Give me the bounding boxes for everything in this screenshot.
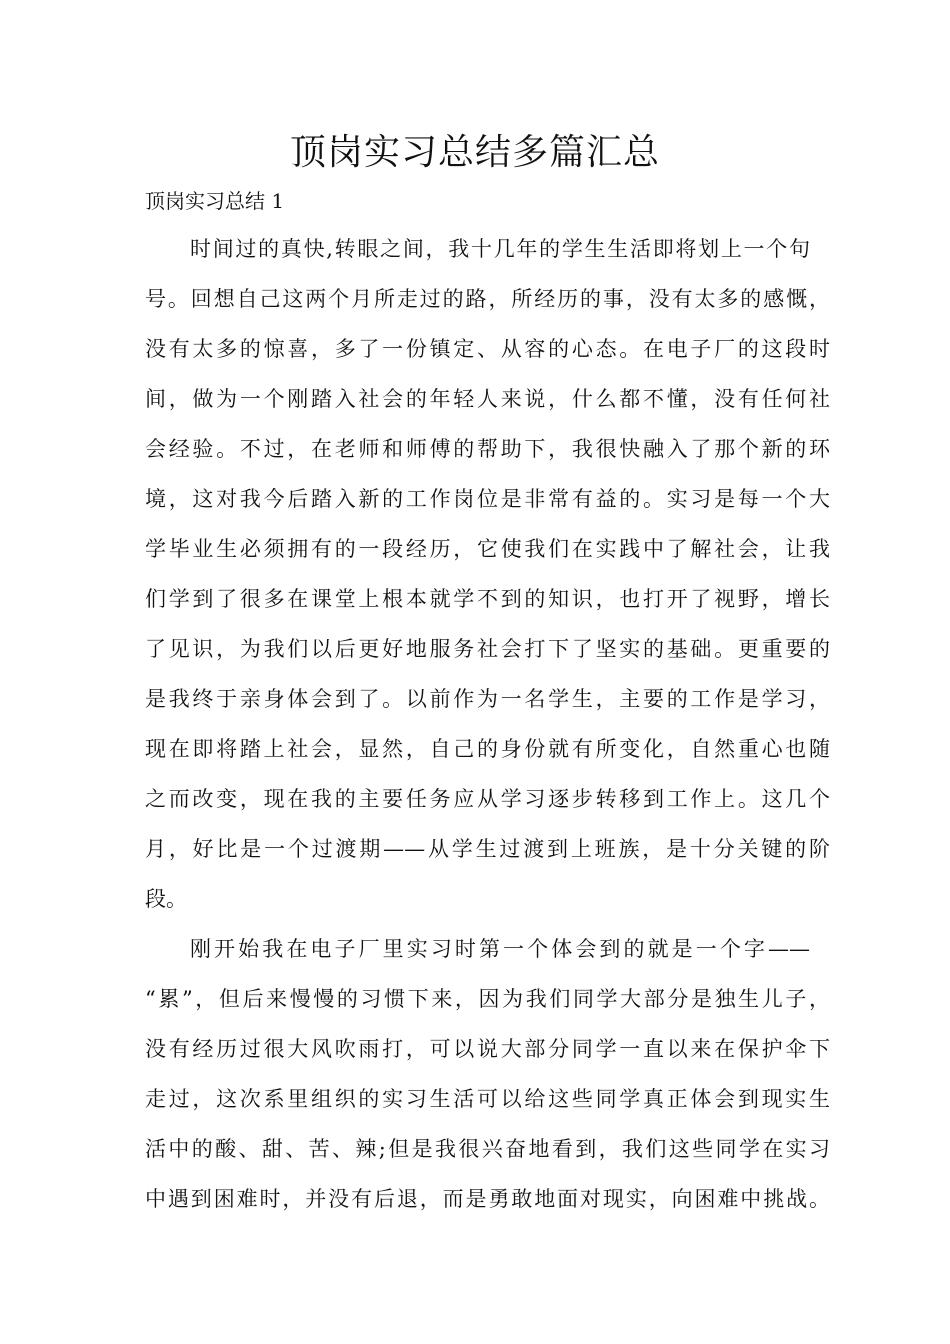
- paragraph-line: 学毕业生必须拥有的一段经历，它使我们在实践中了解社会，让我: [145, 537, 830, 561]
- document-title: 顶岗实习总结多篇汇总: [289, 132, 660, 173]
- paragraph-line: 没有太多的惊喜，多了一份镇定、从容的心态。在电子厂的这段时: [145, 337, 830, 361]
- paragraph-line: 间，做为一个刚踏入社会的年轻人来说，什么都不懂，没有任何社: [145, 387, 830, 411]
- paragraph-line: 走过，这次系里组织的实习生活可以给这些同学真正体会到现实生: [145, 1087, 830, 1111]
- section-heading: 顶岗实习总结 1: [145, 189, 285, 213]
- paragraph-line: 了见识，为我们以后更好地服务社会打下了坚实的基础。更重要的: [145, 637, 830, 661]
- paragraph-line: 中遇到困难时，并没有后退，而是勇敢地面对现实，向困难中挑战。: [145, 1187, 830, 1211]
- paragraph-line: 时间过的真快,转眼之间，我十几年的学生生活即将划上一个句: [190, 237, 810, 261]
- paragraph-line: 活中的酸、甜、苦、辣;但是我很兴奋地看到，我们这些同学在实习: [145, 1137, 830, 1161]
- paragraph-line: 现在即将踏上社会，显然，自己的身份就有所变化，自然重心也随: [145, 737, 830, 761]
- paragraph-line: 之而改变，现在我的主要任务应从学习逐步转移到工作上。这几个: [145, 787, 830, 811]
- paragraph-line: 没有经历过很大风吹雨打，可以说大部分同学一直以来在保护伞下: [145, 1037, 830, 1061]
- paragraph-line: 是我终于亲身体会到了。以前作为一名学生，主要的工作是学习，: [145, 687, 830, 711]
- paragraph-line: “累”，但后来慢慢的习惯下来，因为我们同学大部分是独生儿子，: [145, 987, 830, 1011]
- paragraph-line: 刚开始我在电子厂里实习时第一个体会到的就是一个字——: [190, 937, 810, 961]
- paragraph-line: 会经验。不过，在老师和师傅的帮助下，我很快融入了那个新的环: [145, 437, 830, 461]
- paragraph-line: 境，这对我今后踏入新的工作岗位是非常有益的。实习是每一个大: [145, 487, 830, 511]
- paragraph-line: 月，好比是一个过渡期——从学生过渡到上班族，是十分关键的阶: [145, 837, 830, 861]
- paragraph-line: 段。: [145, 887, 187, 911]
- paragraph-line: 们学到了很多在课堂上根本就学不到的知识，也打开了视野，增长: [145, 587, 830, 611]
- paragraph-line: 号。回想自己这两个月所走过的路，所经历的事，没有太多的感慨，: [145, 287, 830, 311]
